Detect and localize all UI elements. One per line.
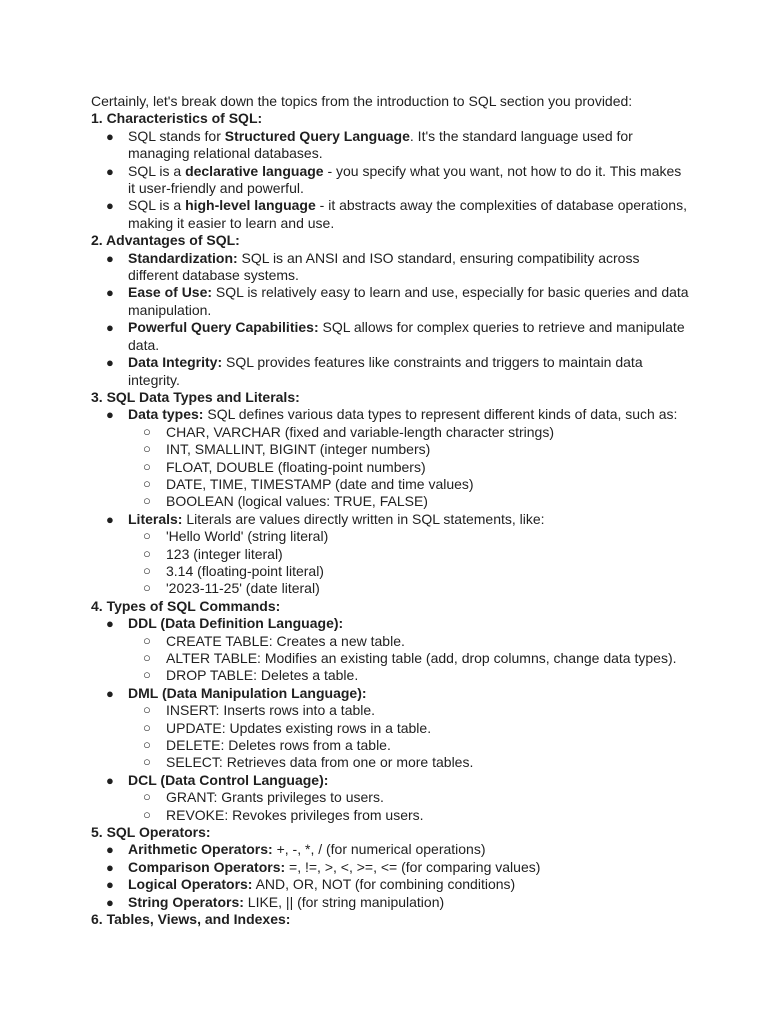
item-term: Structured Query Language xyxy=(224,127,410,144)
item-term: Logical Operators: xyxy=(128,876,253,893)
circle-bullet-icon: ○ xyxy=(143,650,151,665)
item-text: - you specify what you want, not how to do it. This makes it user-friendly and powerful. xyxy=(128,162,682,197)
sub-item-text: 3.14 (floating-point literal) xyxy=(166,562,324,579)
sub-bullet-item xyxy=(91,476,691,493)
bullet-item xyxy=(91,284,691,319)
bullet-item xyxy=(91,894,691,911)
sub-item-text: DATE, TIME, TIMESTAMP (date and time values) xyxy=(166,475,474,492)
sub-bullet-item xyxy=(91,650,691,667)
sub-bullet-item xyxy=(91,633,691,650)
sub-bullet-item xyxy=(91,563,691,580)
bullet-item xyxy=(91,876,691,893)
sub-item-text: INSERT: Inserts rows into a table. xyxy=(166,702,376,719)
circle-bullet-icon: ○ xyxy=(143,545,151,561)
circle-bullet-icon: ○ xyxy=(143,719,151,735)
item-term: Data types: xyxy=(128,406,204,423)
sub-bullet-item xyxy=(91,459,691,476)
intro-paragraph: Certainly, let's break down the topics from the introduction to SQL section you provided: xyxy=(91,93,633,109)
sub-item-text: UPDATE: Updates existing rows in a table. xyxy=(166,719,432,736)
sub-item-text: CHAR, VARCHAR (fixed and variable-length character strings) xyxy=(166,423,554,440)
sections-container xyxy=(91,110,691,928)
bullet-item xyxy=(91,511,691,528)
bullet-icon: ● xyxy=(106,320,114,336)
bullet-item xyxy=(91,406,691,423)
section-heading: 3. SQL Data Types and Literals: xyxy=(91,388,300,405)
item-text: . It's the standard language used for managing relational databases. xyxy=(128,127,633,162)
item-text: SQL is a xyxy=(128,197,186,214)
item-term: Literals: xyxy=(128,510,183,527)
bullet-icon: ● xyxy=(106,842,114,858)
bullet-icon: ● xyxy=(106,772,114,788)
sub-bullet-item xyxy=(91,528,691,545)
bullet-item xyxy=(91,163,691,198)
circle-bullet-icon: ○ xyxy=(143,423,151,439)
item-term: Data Integrity: xyxy=(128,354,223,371)
sub-item-text: GRANT: Grants privileges to users. xyxy=(166,789,384,806)
circle-bullet-icon: ○ xyxy=(143,632,151,648)
sub-bullet-item xyxy=(91,493,691,510)
item-text: SQL stands for xyxy=(128,127,225,144)
item-term: DCL (Data Control Language): xyxy=(128,771,329,788)
bullet-item xyxy=(91,859,691,876)
sub-item-text: REVOKE: Revokes privileges from users. xyxy=(166,806,424,823)
circle-bullet-icon: ○ xyxy=(143,580,151,596)
item-text: SQL defines various data types to represent different kinds of data, such as: xyxy=(203,406,678,423)
sub-bullet-item xyxy=(91,789,691,806)
item-text: SQL allows for complex queries to retrieve and manipulate data. xyxy=(128,319,685,353)
item-text: SQL is an ANSI and ISO standard, ensuring compatibility across different database systems. xyxy=(128,249,640,284)
bullet-item xyxy=(91,354,691,389)
item-text: SQL is relatively easy to learn and use, especially for basic queries and data manipulation. xyxy=(128,284,689,318)
circle-bullet-icon: ○ xyxy=(143,458,151,474)
sub-bullet-item xyxy=(91,754,691,771)
bullet-item xyxy=(91,197,691,232)
item-term: Standardization: xyxy=(128,249,238,266)
bullet-icon: ● xyxy=(106,407,114,423)
sub-bullet-item xyxy=(91,667,691,684)
sub-bullet-item xyxy=(91,546,691,563)
circle-bullet-icon: ○ xyxy=(143,667,151,683)
item-text: Literals are values directly written in SQL statements, like: xyxy=(182,510,545,527)
item-text: =, !=, >, <, >=, <= (for comparing values) xyxy=(285,858,541,875)
sub-item-text: '2023-11-25' (date literal) xyxy=(166,580,320,597)
circle-bullet-icon: ○ xyxy=(143,789,151,805)
sub-item-text: 'Hello World' (string literal) xyxy=(166,528,329,545)
sub-bullet-item xyxy=(91,807,691,824)
bullet-icon: ● xyxy=(106,285,114,301)
item-text: AND, OR, NOT (for combining conditions) xyxy=(252,876,516,893)
bullet-icon: ● xyxy=(106,616,114,632)
bullet-icon: ● xyxy=(106,198,114,214)
bullet-item xyxy=(91,615,691,632)
bullet-icon: ● xyxy=(106,128,114,144)
section-heading: 5. SQL Operators: xyxy=(91,824,211,841)
sub-bullet-item xyxy=(91,441,691,458)
item-term: Comparison Operators: xyxy=(128,858,286,875)
bullet-icon: ● xyxy=(106,355,114,371)
item-term: Arithmetic Operators: xyxy=(128,841,273,858)
item-text: +, -, *, / (for numerical operations) xyxy=(272,841,486,858)
sub-item-text: INT, SMALLINT, BIGINT (integer numbers) xyxy=(166,441,431,458)
sub-item-text: DROP TABLE: Deletes a table. xyxy=(166,667,359,684)
section-heading: 4. Types of SQL Commands: xyxy=(91,597,281,614)
section-heading: 6. Tables, Views, and Indexes: xyxy=(91,911,291,928)
circle-bullet-icon: ○ xyxy=(143,528,151,544)
circle-bullet-icon: ○ xyxy=(143,475,151,491)
sub-bullet-item xyxy=(91,720,691,737)
sub-item-text: CREATE TABLE: Creates a new table. xyxy=(166,632,405,649)
circle-bullet-icon: ○ xyxy=(143,441,151,457)
bullet-item xyxy=(91,841,691,858)
item-text: SQL is a xyxy=(128,162,186,179)
item-term: String Operators: xyxy=(128,893,244,910)
bullet-icon: ● xyxy=(106,894,114,910)
sub-item-text: ALTER TABLE: Modifies an existing table (add, drop columns, change data types). xyxy=(166,650,677,666)
circle-bullet-icon: ○ xyxy=(143,806,151,822)
item-text: SQL provides features like constraints and triggers to maintain data integrity. xyxy=(128,354,643,388)
bullet-icon: ● xyxy=(106,250,114,266)
circle-bullet-icon: ○ xyxy=(143,562,151,578)
circle-bullet-icon: ○ xyxy=(143,493,151,509)
sub-item-text: BOOLEAN (logical values: TRUE, FALSE) xyxy=(166,493,428,510)
bullet-item xyxy=(91,128,691,163)
bullet-icon: ● xyxy=(106,859,114,875)
sub-item-text: FLOAT, DOUBLE (floating-point numbers) xyxy=(166,458,426,475)
bullet-icon: ● xyxy=(106,685,114,701)
item-text: - it abstracts away the complexities of database operations, making it easier to learn and use. xyxy=(128,197,687,231)
circle-bullet-icon: ○ xyxy=(143,702,151,718)
item-term: DML (Data Manipulation Language): xyxy=(128,684,367,701)
circle-bullet-icon: ○ xyxy=(143,737,151,753)
item-term: declarative language xyxy=(185,162,324,179)
document-body xyxy=(91,93,691,929)
bullet-item xyxy=(91,319,691,354)
item-term: Powerful Query Capabilities: xyxy=(128,319,319,336)
bullet-icon: ● xyxy=(106,511,114,527)
item-term: DDL (Data Definition Language): xyxy=(128,615,344,632)
bullet-item xyxy=(91,685,691,702)
item-term: high-level language xyxy=(185,197,316,214)
bullet-item xyxy=(91,250,691,285)
bullet-icon: ● xyxy=(106,163,114,179)
bullet-item xyxy=(91,772,691,789)
section-heading: 1. Characteristics of SQL: xyxy=(91,110,263,127)
sub-bullet-item xyxy=(91,580,691,597)
sub-item-text: SELECT: Retrieves data from one or more tables. xyxy=(166,754,474,771)
sub-item-text: DELETE: Deletes rows from a table. xyxy=(166,737,391,754)
sub-bullet-item xyxy=(91,702,691,719)
item-term: Ease of Use: xyxy=(128,284,213,301)
item-text: LIKE, || (for string manipulation) xyxy=(243,893,445,910)
sub-bullet-item xyxy=(91,424,691,441)
circle-bullet-icon: ○ xyxy=(143,754,151,770)
section-heading: 2. Advantages of SQL: xyxy=(91,232,240,249)
bullet-icon: ● xyxy=(106,877,114,893)
sub-item-text: 123 (integer literal) xyxy=(166,545,283,562)
sub-bullet-item xyxy=(91,737,691,754)
